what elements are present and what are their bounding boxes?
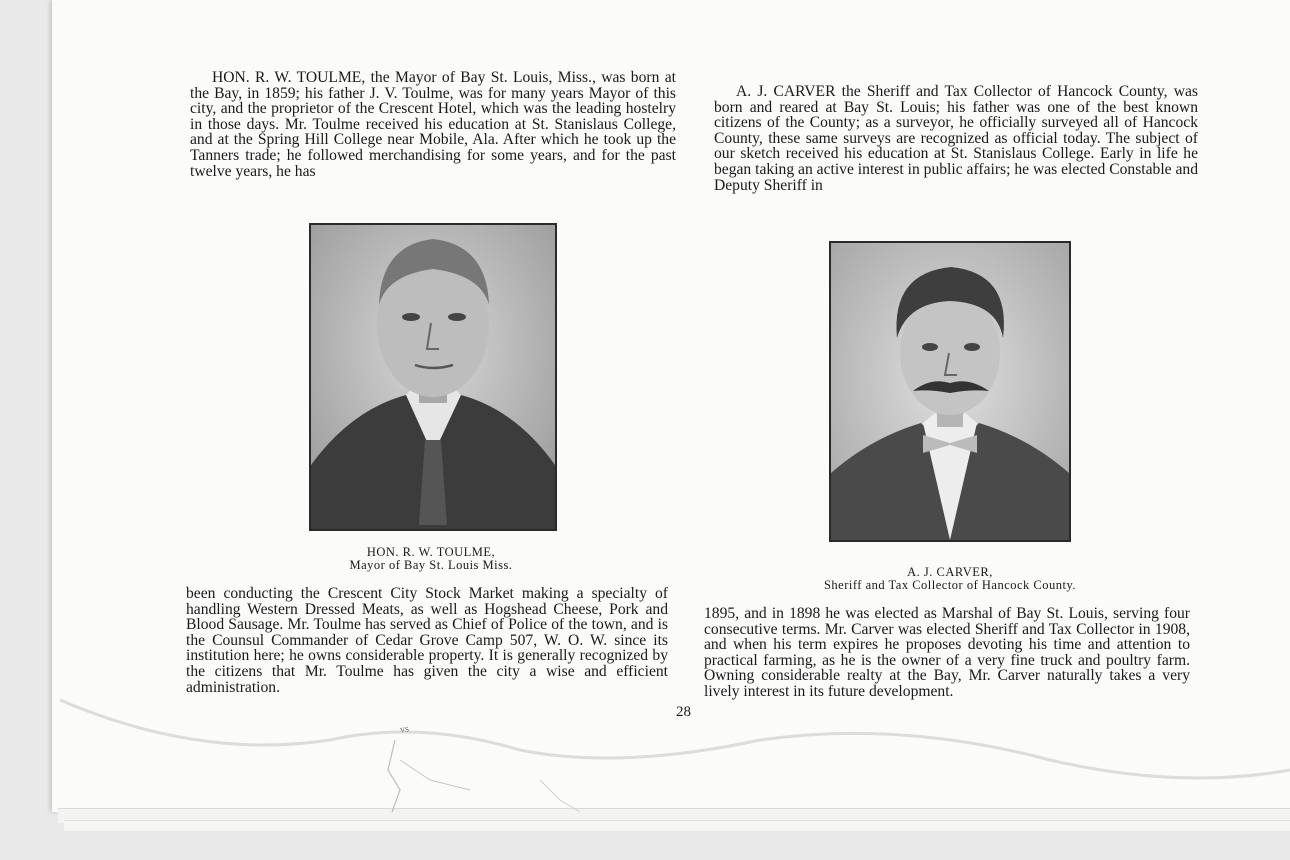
toulme-bio-part-1 <box>190 70 676 179</box>
toulme-caption-title: Mayor of Bay St. Louis Miss. <box>349 558 513 572</box>
toulme-portrait <box>309 223 557 531</box>
toulme-portrait-image <box>311 225 555 529</box>
carver-caption-name: A. J. CARVER, <box>907 565 993 579</box>
toulme-caption-name: HON. R. W. TOULME, <box>366 545 496 559</box>
toulme-caption <box>300 546 562 572</box>
carver-caption <box>760 566 1140 592</box>
toulme-bio-text-2: been conducting the Crescent City Stock Market making a specialty of handling Western Dressed Meats, as well as Hogshead Cheese, Pork and Blood Sausage. Mr. Toulme has served as Chief of Police of the town, and is the Counsul Commander of Cedar Grove Camp 507, W. O. W. since its institution here; he owns considerable property. It is generally recognized by the citizens that Mr. Toulme has given the city a wise and efficient administration. <box>186 585 668 696</box>
toulme-bio-text-1: HON. R. W. TOULME, the Mayor of Bay St. Louis, Miss., was born at the Bay, in 1859; his father J. V. Toulme, was for many years Mayor of this city, and the proprietor of the Crescent Hotel, which was the leading hostelry in those days. Mr. Toulme received his education at St. Stanislaus College, and at the Spring Hill College near Mobile, Ala. After which he took up the Tanners trade; he followed merchandising for some years, and for the past twelve years, he has <box>190 69 676 180</box>
page-number: 28 <box>676 704 691 720</box>
carver-bio-part-1 <box>714 84 1198 193</box>
carver-portrait <box>829 241 1071 542</box>
carver-bio-text-1: A. J. CARVER the Sheriff and Tax Collector of Hancock County, was born and reared at Bay St. Louis; his father was one of the best known citizens of the County; as a surveyor, he officially surveyed all of Hancock County, these same surveys are recognized as official today. The subject of our sketch received his education at St. Stanislaus College. Early in life he began taking an active interest in public affairs; he was elected Constable and Deputy Sheriff in <box>714 83 1198 194</box>
carver-caption-title: Sheriff and Tax Collector of Hancock County. <box>823 578 1077 592</box>
pencil-mark: vs <box>399 723 410 736</box>
toulme-bio-part-2 <box>186 586 668 695</box>
carver-bio-part-2 <box>704 606 1190 700</box>
carver-bio-text-2: 1895, and in 1898 he was elected as Marshal of Bay St. Louis, serving four consecutive terms. Mr. Carver was elected Sheriff and Tax Collector in 1908, and when his term expires he proposes devoting his time and attention to practical farming, as he is the owner of a very fine truck and poultry farm. Owning considerable realty at the Bay, Mr. Carver naturally takes a very lively interest in its future development. <box>704 605 1190 700</box>
carver-portrait-image <box>831 243 1069 540</box>
